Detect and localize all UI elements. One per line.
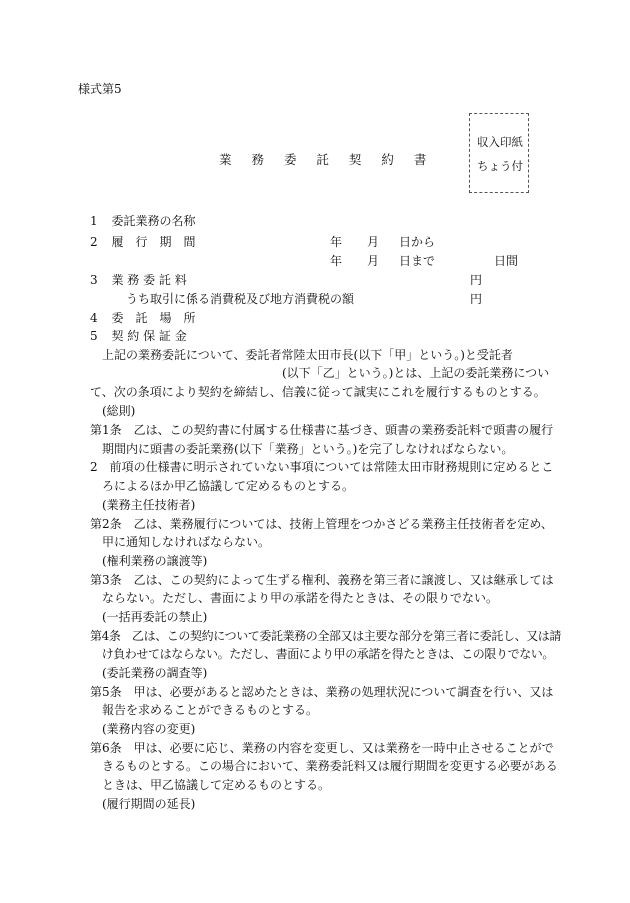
preamble-line-3: て、次の条項により契約を締結し、信義に従って誠実にこれを履行するものとする。 <box>90 385 546 399</box>
article-2-line-2: 甲に通知しなければならない。 <box>90 535 271 549</box>
tax-amount-label: うち取引に係る消費税及び地方消費税の額 <box>126 292 355 306</box>
article-3-line-2: ならない。ただし、書面により甲の承諾を得たときは、その限りでない。 <box>90 591 499 605</box>
article-1-line-1: 第1条 乙は、この契約書に付属する仕様書に基づき、頭書の業務委託料で頭書の履行 <box>90 423 554 437</box>
item-label: 契 約 保 証 金 <box>111 329 187 343</box>
item-3 <box>90 271 187 288</box>
item-4 <box>90 309 195 326</box>
stamp-label-line2: ちょう付 <box>477 159 523 173</box>
article-heading: (業務内容の変更) <box>102 722 196 736</box>
article-2-line-1: 第2条 乙は、業務履行については、技術上管理をつかさどる業務主任技術者を定め、 <box>90 517 553 531</box>
article-1-line-2: 期間内に頭書の委託業務(以下「業務」という。)を完了しなければならない。 <box>90 442 514 456</box>
item-label: 委託業務の名称 <box>111 214 196 228</box>
period-days-label: 日間 <box>494 254 519 268</box>
preamble-line-1: 上記の業務委託について、委託者常陸太田市長(以下「甲」という。)と受託者 <box>102 348 513 362</box>
period-to-day: 日まで <box>399 254 436 268</box>
period-to-month: 月 <box>367 254 380 268</box>
item-number: 4 <box>90 311 98 325</box>
document-title: 業 務 委 託 契 約 書 <box>219 152 435 167</box>
article-heading: (業務主任技術者) <box>102 498 196 512</box>
period-from-day: 日から <box>399 235 436 249</box>
item-label: 業 務 委 託 料 <box>111 273 187 287</box>
article-6-line-1: 第6条 甲は、必要に応じ、業務の内容を変更し、又は業務を一時中止させることがで <box>90 741 554 755</box>
article-1-line-3: 2 前項の仕様書に明示されていない事項については常陸太田市財務規則に定めるとこ <box>90 460 554 474</box>
article-heading: (委託業務の調査等) <box>102 666 208 680</box>
revenue-stamp-box <box>469 113 529 193</box>
form-number: 様式第5 <box>78 82 122 96</box>
preamble-line-2: (以下「乙」という。)とは、上記の委託業務につい <box>282 366 550 380</box>
stamp-label-line1: 収入印紙 <box>477 135 523 149</box>
article-1-line-4: ろによるほか甲乙協議して定めるものとする。 <box>90 479 355 493</box>
item-number: 2 <box>90 235 98 249</box>
article-6-line-2: きるものとする。この場合において、業務委託料又は履行期間を変更する必要がある <box>90 759 558 773</box>
fee-yen-label: 円 <box>470 273 483 287</box>
item-label: 委 託 場 所 <box>111 311 196 325</box>
item-number: 3 <box>90 273 98 287</box>
item-2 <box>90 233 195 250</box>
article-6-line-3: ときは、甲乙協議して定めるものとする。 <box>90 778 331 792</box>
item-label: 履 行 期 間 <box>111 235 196 249</box>
article-heading: (権利業務の譲渡等) <box>102 554 208 568</box>
tax-yen-label: 円 <box>470 292 483 306</box>
article-3-line-1: 第3条 乙は、この契約によって生ずる権利、義務を第三者に譲渡し、又は継承しては <box>90 573 554 587</box>
article-4-line-2: け負わせてはならない。ただし、書面により甲の承諾を得たときは、この限りでない。 <box>90 647 555 661</box>
period-to-year: 年 <box>330 254 343 268</box>
item-5 <box>90 327 187 344</box>
period-from-month: 月 <box>367 235 380 249</box>
article-4-line-1: 第4条 乙は、この契約について委託業務の全部又は主要な部分を第三者に委託し、又は請 <box>90 629 561 643</box>
article-heading: (総則) <box>102 404 136 418</box>
article-5-line-2: 報告を求めることができるものとする。 <box>90 703 319 717</box>
period-from-year: 年 <box>330 235 343 249</box>
item-number: 5 <box>90 329 98 343</box>
article-heading: (一括再委託の禁止) <box>102 610 208 624</box>
item-number: 1 <box>90 214 98 228</box>
item-1 <box>90 212 195 229</box>
article-heading: (履行期間の延長) <box>102 797 196 811</box>
article-5-line-1: 第5条 甲は、必要があると認めたときは、業務の処理状況について調査を行い、又は <box>90 685 554 699</box>
